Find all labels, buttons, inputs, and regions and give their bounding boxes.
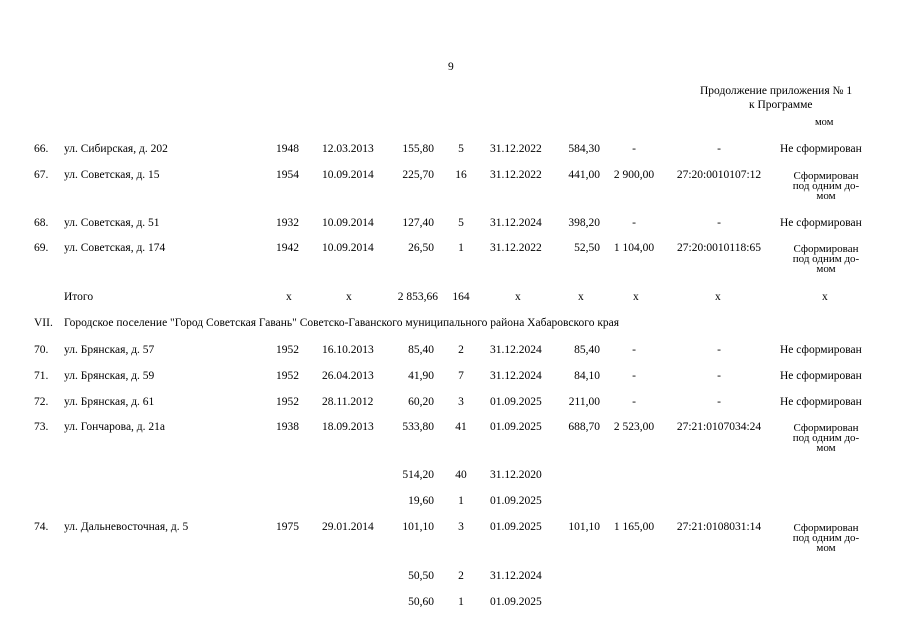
area: 26,50 — [408, 242, 434, 254]
deadline: 31.12.2024 — [490, 570, 542, 582]
area-2: 101,10 — [568, 521, 600, 533]
row-number: 71. — [34, 370, 49, 382]
row-number: 66. — [34, 143, 49, 155]
cadastral-number: - — [717, 217, 721, 229]
row-number: 69. — [34, 242, 49, 254]
area: 50,50 — [408, 570, 434, 582]
cost: - — [632, 344, 636, 356]
deadline: 31.12.2022 — [490, 169, 542, 181]
status-line: Сформирован — [793, 522, 859, 534]
area-2: 584,30 — [568, 143, 600, 155]
address: ул. Дальневосточная, д. 5 — [64, 521, 189, 533]
total-year: х — [286, 291, 292, 303]
area-2: 85,40 — [574, 344, 600, 356]
row-number: 72. — [34, 396, 49, 408]
status-line: мом — [816, 442, 836, 454]
total-status: х — [822, 291, 828, 303]
cadastral-number: 27:20:0010107:12 — [676, 169, 762, 181]
recognition-date: 26.04.2013 — [322, 370, 374, 382]
cost: - — [632, 370, 636, 382]
residents: 5 — [458, 217, 464, 229]
status-line: под одним до- — [792, 432, 860, 444]
carryover-fragment: мом — [815, 117, 834, 128]
status: Не сформирован — [780, 143, 862, 155]
cadastral-number: 27:21:0108031:14 — [676, 521, 762, 533]
status — [778, 423, 874, 453]
address: ул. Советская, д. 174 — [64, 242, 166, 254]
residents: 41 — [455, 421, 467, 433]
cadastral-number: - — [717, 396, 721, 408]
total-label: Итого — [64, 291, 94, 303]
recognition-date: 10.09.2014 — [322, 217, 374, 229]
area-2: 84,10 — [574, 370, 600, 382]
residents: 7 — [458, 370, 464, 382]
status-line: под одним до- — [792, 253, 860, 265]
total-cadastral: х — [715, 291, 721, 303]
deadline: 31.12.2020 — [490, 469, 542, 481]
year-built: 1938 — [276, 421, 299, 433]
deadline: 01.09.2025 — [490, 521, 542, 533]
area: 50,60 — [408, 596, 434, 608]
residents: 1 — [458, 596, 464, 608]
recognition-date: 29.01.2014 — [322, 521, 374, 533]
area: 155,80 — [402, 143, 434, 155]
residents: 16 — [455, 169, 467, 181]
deadline: 31.12.2024 — [490, 217, 542, 229]
deadline: 31.12.2024 — [490, 344, 542, 356]
status — [778, 523, 874, 553]
area: 514,20 — [402, 469, 434, 481]
cost: 1 165,00 — [613, 521, 655, 533]
year-built: 1948 — [276, 143, 299, 155]
area-2: 52,50 — [574, 242, 600, 254]
address: ул. Советская, д. 51 — [64, 217, 160, 229]
recognition-date: 28.11.2012 — [322, 396, 374, 408]
area: 60,20 — [408, 396, 434, 408]
cadastral-number: - — [717, 344, 721, 356]
appendix-program: к Программе — [749, 99, 813, 111]
status-line: Сформирован — [793, 422, 859, 434]
row-number: 68. — [34, 217, 49, 229]
deadline: 31.12.2024 — [490, 370, 542, 382]
deadline: 01.09.2025 — [490, 396, 542, 408]
area: 533,80 — [402, 421, 434, 433]
status-line: мом — [816, 542, 836, 554]
recognition-date: 10.09.2014 — [322, 242, 374, 254]
cost: 2 523,00 — [613, 421, 655, 433]
page-number: 9 — [448, 61, 454, 73]
status — [778, 171, 874, 201]
section-number: VII. — [34, 317, 53, 329]
year-built: 1954 — [276, 169, 299, 181]
appendix-continuation: Продолжение приложения № 1 — [700, 85, 853, 97]
year-built: 1952 — [276, 396, 299, 408]
area: 41,90 — [408, 370, 434, 382]
cadastral-number: 27:20:0010118:65 — [677, 242, 761, 254]
residents: 2 — [458, 344, 464, 356]
recognition-date: 10.09.2014 — [322, 169, 374, 181]
total-area-2: х — [578, 291, 584, 303]
residents: 1 — [458, 242, 464, 254]
deadline: 01.09.2025 — [490, 421, 542, 433]
status-line: мом — [816, 263, 836, 275]
status: Не сформирован — [780, 217, 862, 229]
address: ул. Советская, д. 15 — [64, 169, 160, 181]
area: 19,60 — [408, 495, 434, 507]
status-line: Сформирован — [793, 243, 859, 255]
status: Не сформирован — [780, 370, 862, 382]
cadastral-number: 27:21:0107034:24 — [676, 421, 762, 433]
deadline: 01.09.2025 — [490, 495, 542, 507]
area-2: 211,00 — [568, 396, 600, 408]
cost: - — [632, 396, 636, 408]
total-cost: х — [633, 291, 639, 303]
row-number: 70. — [34, 344, 49, 356]
status: Не сформирован — [780, 344, 862, 356]
area: 127,40 — [402, 217, 434, 229]
address: ул. Гончарова, д. 21а — [64, 421, 166, 433]
deadline: 01.09.2025 — [490, 596, 542, 608]
status: Не сформирован — [780, 396, 862, 408]
total-date: х — [346, 291, 352, 303]
residents: 3 — [458, 396, 464, 408]
deadline: 31.12.2022 — [490, 143, 542, 155]
area: 101,10 — [402, 521, 434, 533]
cost: 2 900,00 — [613, 169, 655, 181]
status-line: под одним до- — [792, 180, 860, 192]
status — [778, 244, 874, 274]
total-deadline: х — [515, 291, 521, 303]
total-residents: 164 — [452, 291, 470, 303]
address: ул. Брянская, д. 57 — [64, 344, 155, 356]
residents: 2 — [458, 570, 464, 582]
status-line: под одним до- — [792, 532, 860, 544]
cost: 1 104,00 — [613, 242, 655, 254]
cadastral-number: - — [717, 370, 721, 382]
year-built: 1932 — [276, 217, 299, 229]
area-2: 398,20 — [568, 217, 600, 229]
year-built: 1942 — [276, 242, 299, 254]
recognition-date: 12.03.2013 — [322, 143, 374, 155]
address: ул. Брянская, д. 61 — [64, 396, 155, 408]
deadline: 31.12.2022 — [490, 242, 542, 254]
area-2: 688,70 — [568, 421, 600, 433]
area: 85,40 — [408, 344, 434, 356]
year-built: 1975 — [276, 521, 299, 533]
total-area: 2 853,66 — [397, 291, 438, 303]
status-line: мом — [816, 190, 836, 202]
recognition-date: 18.09.2013 — [322, 421, 374, 433]
area-2: 441,00 — [568, 169, 600, 181]
row-number: 73. — [34, 421, 49, 433]
address: ул. Сибирская, д. 202 — [64, 143, 168, 155]
status-line: Сформирован — [793, 170, 859, 182]
section-title: Городское поселение "Город Советская Гавань" Советско-Гаванского муниципального района Хабаровского края — [64, 317, 620, 329]
residents: 3 — [458, 521, 464, 533]
cost: - — [632, 143, 636, 155]
address: ул. Брянская, д. 59 — [64, 370, 155, 382]
row-number: 67. — [34, 169, 49, 181]
cost: - — [632, 217, 636, 229]
cadastral-number: - — [717, 143, 721, 155]
row-number: 74. — [34, 521, 49, 533]
residents: 40 — [455, 469, 467, 481]
area: 225,70 — [402, 169, 434, 181]
year-built: 1952 — [276, 344, 299, 356]
residents: 1 — [458, 495, 464, 507]
recognition-date: 16.10.2013 — [322, 344, 374, 356]
year-built: 1952 — [276, 370, 299, 382]
residents: 5 — [458, 143, 464, 155]
